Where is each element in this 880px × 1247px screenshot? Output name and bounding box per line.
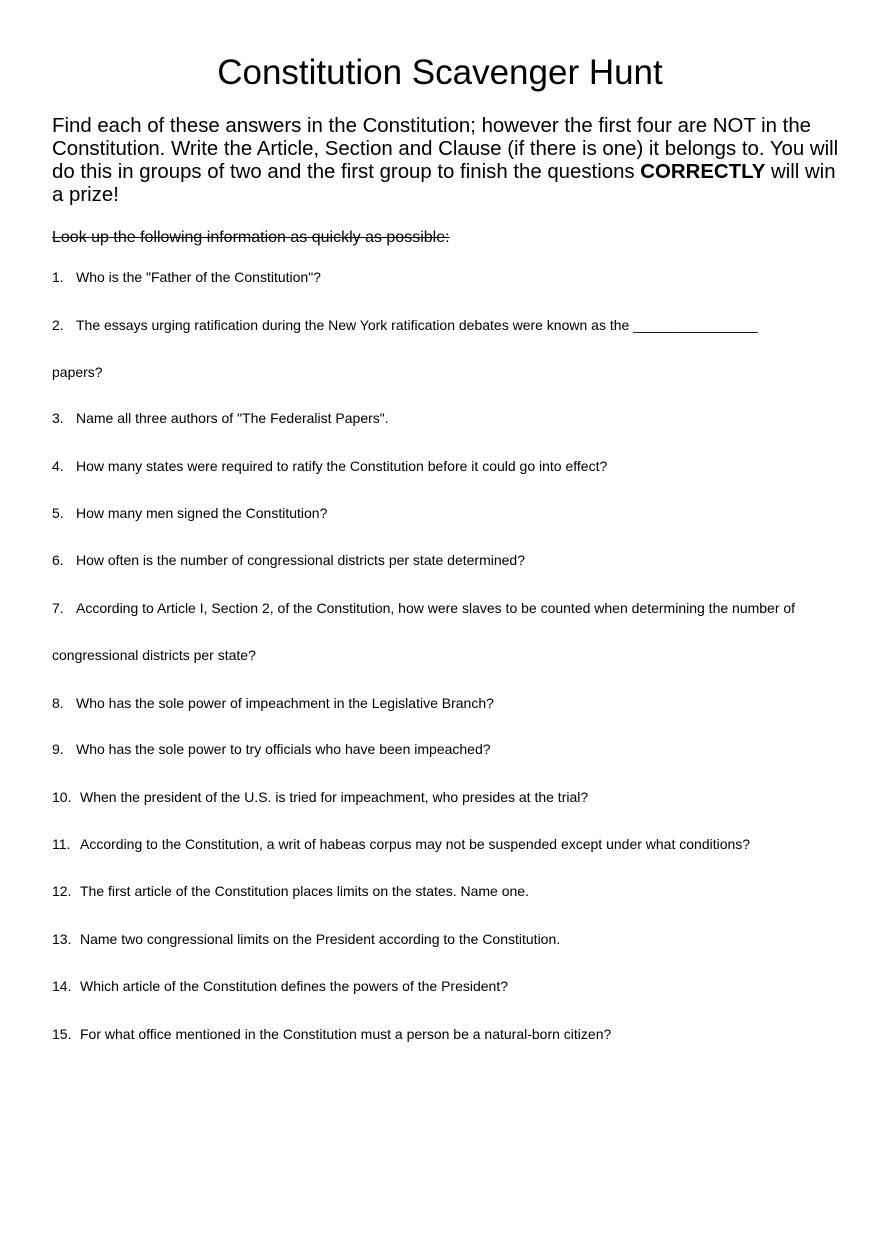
question-number: 5. bbox=[52, 505, 64, 521]
question-text: Who has the sole power of impeachment in the Legislative Branch? bbox=[76, 695, 494, 711]
question-text: According to the Constitution, a writ of habeas corpus may not be suspended except under what conditions? bbox=[80, 836, 751, 852]
question-5 bbox=[52, 504, 842, 522]
question-text: How many men signed the Constitution? bbox=[76, 505, 328, 521]
question-text: According to Article I, Section 2, of the Constitution, how were slaves to be counted when determining the number of bbox=[76, 600, 796, 616]
question-9 bbox=[52, 740, 842, 758]
question-number: 14. bbox=[52, 978, 72, 994]
question-6 bbox=[52, 551, 842, 569]
question-7-continuation: congressional districts per state? bbox=[52, 647, 256, 663]
question-8 bbox=[52, 694, 842, 712]
question-1 bbox=[52, 268, 842, 286]
question-text: When the president of the U.S. is tried for impeachment, who presides at the trial? bbox=[80, 789, 589, 805]
lookup-instruction: Look up the following information as quickly as possible: bbox=[52, 229, 450, 246]
question-text: Name two congressional limits on the President according to the Constitution. bbox=[80, 931, 561, 947]
question-number: 15. bbox=[52, 1026, 72, 1042]
question-text: How many states were required to ratify the Constitution before it could go into effect? bbox=[76, 458, 608, 474]
question-2 bbox=[52, 316, 842, 334]
question-text: The essays urging ratification during the New York ratification debates were known as the ________________ bbox=[76, 317, 758, 333]
question-text: Name all three authors of "The Federalist Papers". bbox=[76, 410, 389, 426]
question-number: 8. bbox=[52, 695, 64, 711]
question-number: 1. bbox=[52, 269, 64, 285]
question-number: 10. bbox=[52, 789, 72, 805]
question-number: 9. bbox=[52, 741, 64, 757]
question-number: 13. bbox=[52, 931, 72, 947]
question-number: 2. bbox=[52, 317, 64, 333]
question-12 bbox=[52, 882, 842, 900]
question-number: 3. bbox=[52, 410, 64, 426]
question-11 bbox=[52, 835, 842, 853]
intro-text-part1: Find each of these answers in the Constitution; however the first four are NOT in the Constitution. Write the Article, Section and Clause (if there is one) it belongs to. You will do this in groups of two and the first group to finish the questions bbox=[52, 115, 839, 183]
question-number: 12. bbox=[52, 883, 72, 899]
question-text: The first article of the Constitution places limits on the states. Name one. bbox=[80, 883, 529, 899]
question-4 bbox=[52, 457, 842, 475]
question-number: 4. bbox=[52, 458, 64, 474]
question-text: How often is the number of congressional districts per state determined? bbox=[76, 552, 526, 568]
question-text: Which article of the Constitution defines the powers of the President? bbox=[80, 978, 509, 994]
question-number: 7. bbox=[52, 600, 64, 616]
intro-paragraph bbox=[52, 115, 842, 207]
question-10 bbox=[52, 788, 842, 806]
question-15 bbox=[52, 1025, 842, 1043]
question-3 bbox=[52, 409, 842, 427]
question-7 bbox=[52, 599, 842, 617]
question-number: 11. bbox=[52, 836, 71, 852]
question-13 bbox=[52, 930, 842, 948]
question-text: Who is the "Father of the Constitution"? bbox=[76, 269, 321, 285]
question-2-continuation: papers? bbox=[52, 364, 103, 380]
intro-emphasis: CORRECTLY bbox=[640, 161, 766, 183]
question-number: 6. bbox=[52, 552, 64, 568]
intro-text-part2: will win a prize! bbox=[52, 161, 836, 206]
question-text: Who has the sole power to try officials who have been impeached? bbox=[76, 741, 491, 757]
question-text: For what office mentioned in the Constitution must a person be a natural-born citizen? bbox=[80, 1026, 612, 1042]
page-title: Constitution Scavenger Hunt bbox=[217, 53, 663, 92]
question-14 bbox=[52, 977, 842, 995]
